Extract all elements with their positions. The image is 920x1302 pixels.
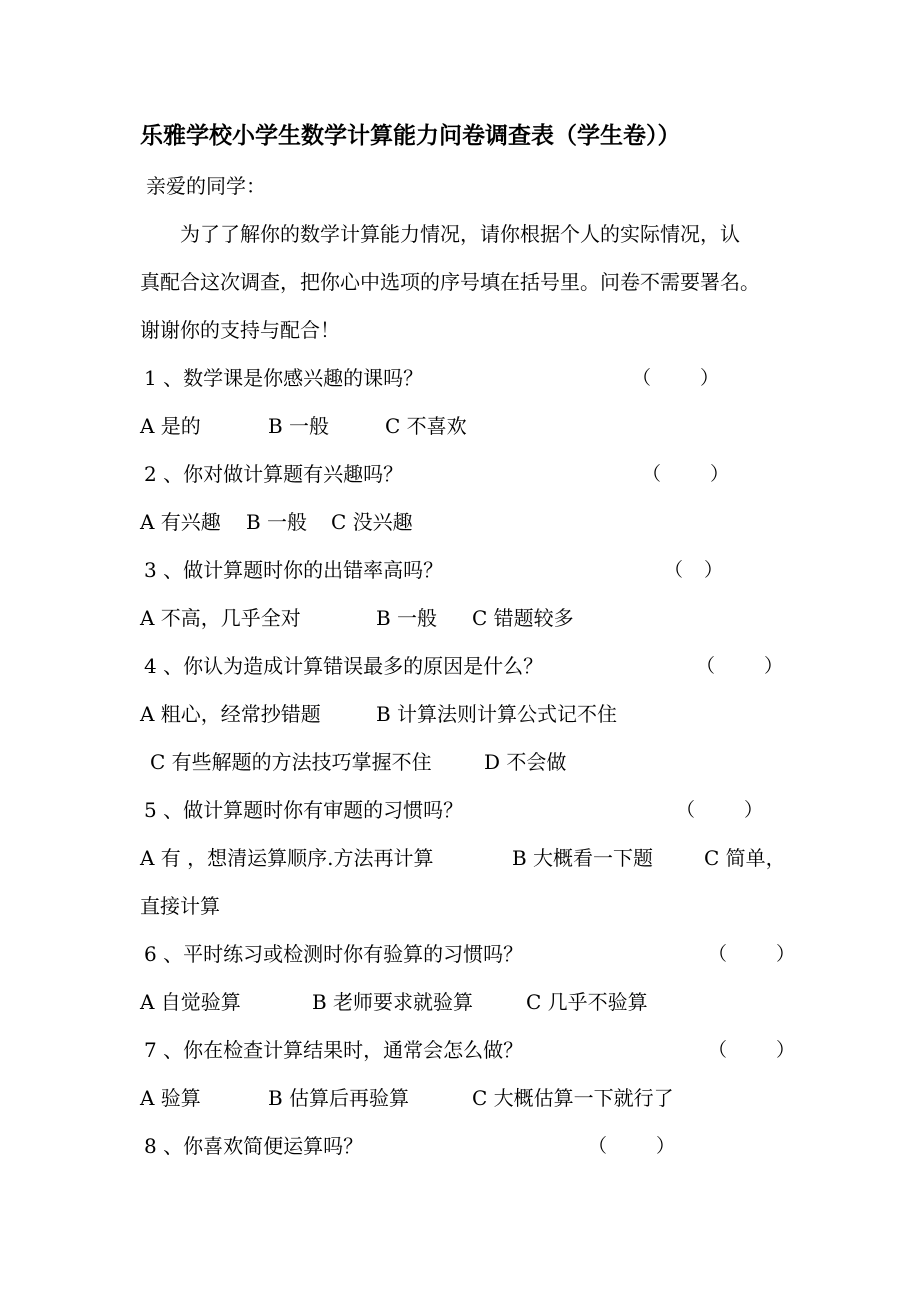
question-6: 6 、平时练习或检测时你有验算的习惯吗？ bbox=[144, 942, 524, 966]
option-1a: A 是的 bbox=[140, 414, 201, 438]
question-7: 7 、你在检查计算结果时，通常会怎么做？ bbox=[144, 1038, 524, 1062]
option-4d: D 不会做 bbox=[484, 750, 567, 774]
option-5a: A 有 ，想清运算顺序.方法再计算 bbox=[140, 846, 434, 870]
option-1b: B 一般 bbox=[268, 414, 330, 438]
intro-line-3: 谢谢你的支持与配合！ bbox=[140, 318, 340, 342]
option-5c-continuation: 直接计算 bbox=[140, 894, 220, 918]
option-3a: A 不高，几乎全对 bbox=[140, 606, 301, 630]
answer-bracket-close: ） bbox=[776, 943, 796, 965]
answer-bracket-open: （ bbox=[708, 943, 728, 965]
question-8: 8 、你喜欢简便运算吗？ bbox=[144, 1134, 364, 1158]
question-1: 1 、数学课是你感兴趣的课吗？ bbox=[144, 366, 424, 390]
answer-bracket-close: ） bbox=[764, 655, 784, 677]
answer-bracket-open: （ bbox=[696, 655, 716, 677]
answer-bracket-close: ） bbox=[656, 1135, 676, 1157]
question-2: 2 、你对做计算题有兴趣吗？ bbox=[144, 462, 404, 486]
greeting: 亲爱的同学： bbox=[146, 174, 266, 198]
answer-bracket-close: ） bbox=[744, 799, 764, 821]
option-2c: C 没兴趣 bbox=[331, 510, 413, 534]
answer-bracket-open: （ bbox=[642, 463, 662, 485]
option-4b: B 计算法则计算公式记不住 bbox=[376, 702, 618, 726]
option-4c: C 有些解题的方法技巧掌握不住 bbox=[150, 750, 432, 774]
intro-line-1: 为了了解你的数学计算能力情况，请你根据个人的实际情况，认 bbox=[180, 222, 740, 246]
option-5c: C 简单， bbox=[704, 846, 786, 870]
answer-bracket-close: ） bbox=[710, 463, 730, 485]
answer-bracket-open: （ bbox=[664, 559, 684, 581]
intro-line-2: 真配合这次调查，把你心中选项的序号填在括号里。问卷不需要署名。 bbox=[140, 270, 760, 294]
answer-bracket-close: ） bbox=[700, 367, 720, 389]
answer-bracket-open: （ bbox=[588, 1135, 608, 1157]
answer-bracket-open: （ bbox=[708, 1039, 728, 1061]
answer-bracket-open: （ bbox=[676, 799, 696, 821]
option-7a: A 验算 bbox=[140, 1086, 201, 1110]
answer-bracket-open: （ bbox=[632, 367, 652, 389]
option-5b: B 大概看一下题 bbox=[512, 846, 654, 870]
option-6a: A 自觉验算 bbox=[140, 990, 241, 1014]
answer-bracket-close: ） bbox=[776, 1039, 796, 1061]
option-1c: C 不喜欢 bbox=[385, 414, 467, 438]
option-2a: A 有兴趣 bbox=[140, 510, 221, 534]
option-6b: B 老师要求就验算 bbox=[312, 990, 474, 1014]
option-4a: A 粗心，经常抄错题 bbox=[140, 702, 321, 726]
option-3c: C 错题较多 bbox=[472, 606, 574, 630]
option-3b: B 一般 bbox=[376, 606, 438, 630]
question-3: 3 、做计算题时你的出错率高吗？ bbox=[144, 558, 444, 582]
option-7c: C 大概估算一下就行了 bbox=[472, 1086, 674, 1110]
question-4: 4 、你认为造成计算错误最多的原因是什么？ bbox=[144, 654, 544, 678]
option-7b: B 估算后再验算 bbox=[268, 1086, 410, 1110]
page-title: 乐雅学校小学生数学计算能力问卷调查表（学生卷）） bbox=[140, 122, 681, 149]
option-2b: B 一般 bbox=[246, 510, 308, 534]
option-6c: C 几乎不验算 bbox=[526, 990, 648, 1014]
answer-bracket-close: ） bbox=[704, 559, 724, 581]
question-5: 5 、做计算题时你有审题的习惯吗？ bbox=[144, 798, 464, 822]
